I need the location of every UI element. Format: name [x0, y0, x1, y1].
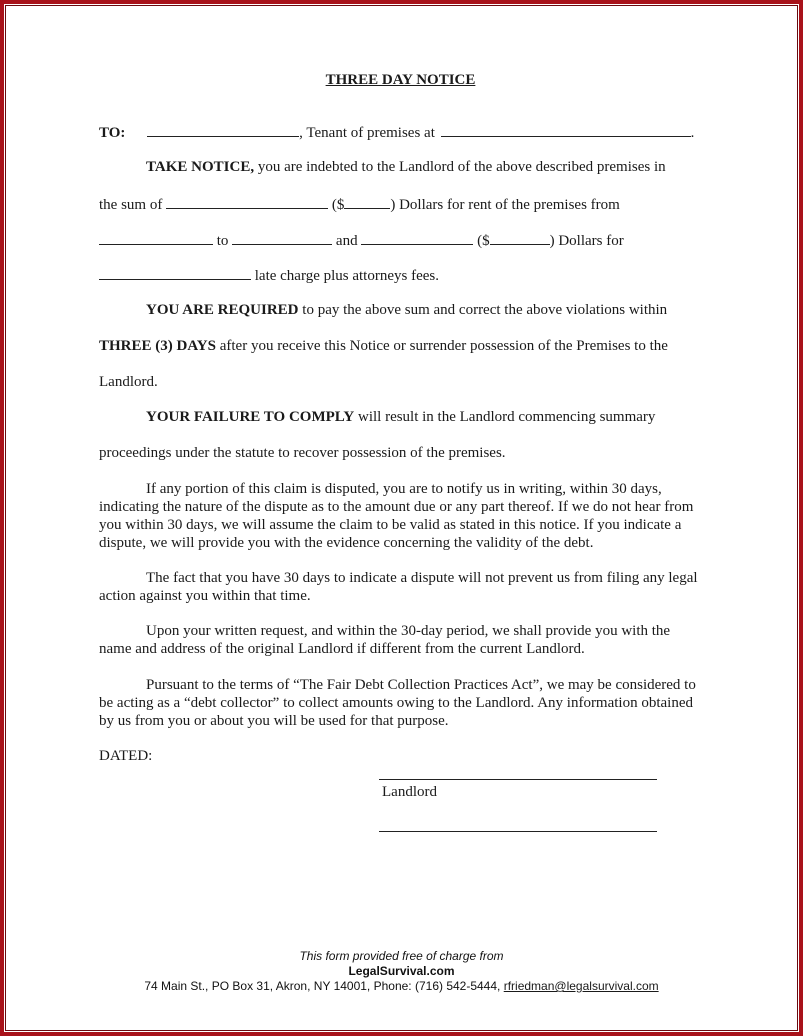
take-notice-bold: TAKE NOTICE, [146, 159, 255, 175]
three-days-bold: THREE (3) DAYS [99, 338, 216, 354]
take-notice-line [146, 158, 666, 176]
sum-line [99, 194, 620, 214]
failure-line [146, 408, 655, 426]
proceedings-line: proceedings under the statute to recover possession of the premises. [99, 445, 506, 461]
to-word: to [216, 233, 229, 249]
premises-address-blank[interactable] [441, 122, 691, 137]
to-label: TO: [99, 125, 126, 141]
thirty-days-paragraph: The fact that you have 30 days to indicate a dispute will not prevent us from filing any legal action against you within that time. [99, 570, 698, 604]
failure-bold: YOUR FAILURE TO COMPLY [146, 409, 355, 425]
fdcpa-paragraph: Pursuant to the terms of “The Fair Debt Collection Practices Act”, we may be considered to be acting as a “debt collector” to collect amounts owing to the Landlord. Any information obtained by us from you or about you will be used for that purpose. [99, 677, 696, 729]
late-charge-amount-blank[interactable] [490, 230, 550, 245]
fees-blank[interactable] [99, 265, 251, 280]
required-text: to pay the above sum and correct the above violations within [302, 302, 668, 318]
footer-email-link[interactable]: rfriedman@legalsurvival.com [503, 979, 659, 993]
footer-address-line [0, 979, 803, 994]
period-line [99, 230, 624, 250]
from-date-blank[interactable] [99, 230, 213, 245]
sum-amount-blank[interactable] [344, 194, 390, 209]
to-date-blank[interactable] [232, 230, 332, 245]
late-charge-words-blank[interactable] [361, 230, 473, 245]
to-line [99, 122, 694, 142]
dollars-for: ) Dollars for [549, 233, 624, 249]
and-word: and [335, 233, 358, 249]
sum-words-blank[interactable] [166, 194, 328, 209]
document-title: THREE DAY NOTICE [325, 72, 476, 88]
sum-tail: ) Dollars for rent of the premises from [390, 197, 620, 213]
required-bold: YOU ARE REQUIRED [146, 302, 299, 318]
landlord-signature-label: Landlord [382, 784, 437, 800]
dated-label: DATED: [99, 748, 153, 764]
footer-credit: This form provided free of charge from [299, 949, 504, 963]
required-line [146, 301, 667, 319]
to-tail: , Tenant of premises at [299, 125, 435, 141]
take-notice-text: you are indebted to the Landlord of the above described premises in [257, 159, 666, 175]
footer [0, 949, 803, 994]
disputed-paragraph: If any portion of this claim is disputed, you are to notify us in writing, within 30 days, indicating the nature of the dispute as to the amount due or any part thereof. If we do not hear from you within 30 days, we will assume the claim to be valid as stated in this notice. If you indicate a dispute, we will provide you with the evidence concerning the validity of the debt. [99, 481, 694, 551]
landlord-end-line: Landlord. [99, 374, 158, 390]
dollar-open: ($ [477, 233, 490, 249]
footer-site: LegalSurvival.com [348, 964, 455, 978]
three-days-line [99, 337, 668, 355]
sum-mid: ($ [331, 197, 345, 213]
sum-prefix: the sum of [99, 197, 163, 213]
written-request-paragraph: Upon your written request, and within the 30-day period, we shall provide you with the name and address of the original Landlord if different from the current Landlord. [99, 623, 671, 657]
failure-text: will result in the Landlord commencing summary [357, 409, 656, 425]
landlord-signature-line[interactable] [379, 779, 657, 780]
tenant-name-blank[interactable] [147, 122, 299, 137]
second-signature-line[interactable] [379, 831, 657, 832]
late-charge-text: late charge plus attorneys fees. [254, 268, 439, 284]
footer-address: 74 Main St., PO Box 31, Akron, NY 14001, Phone: (716) 542-5444, [144, 979, 501, 993]
late-charge-line [99, 265, 439, 285]
three-days-text: after you receive this Notice or surrender possession of the Premises to the [219, 338, 668, 354]
to-end: . [690, 125, 695, 141]
